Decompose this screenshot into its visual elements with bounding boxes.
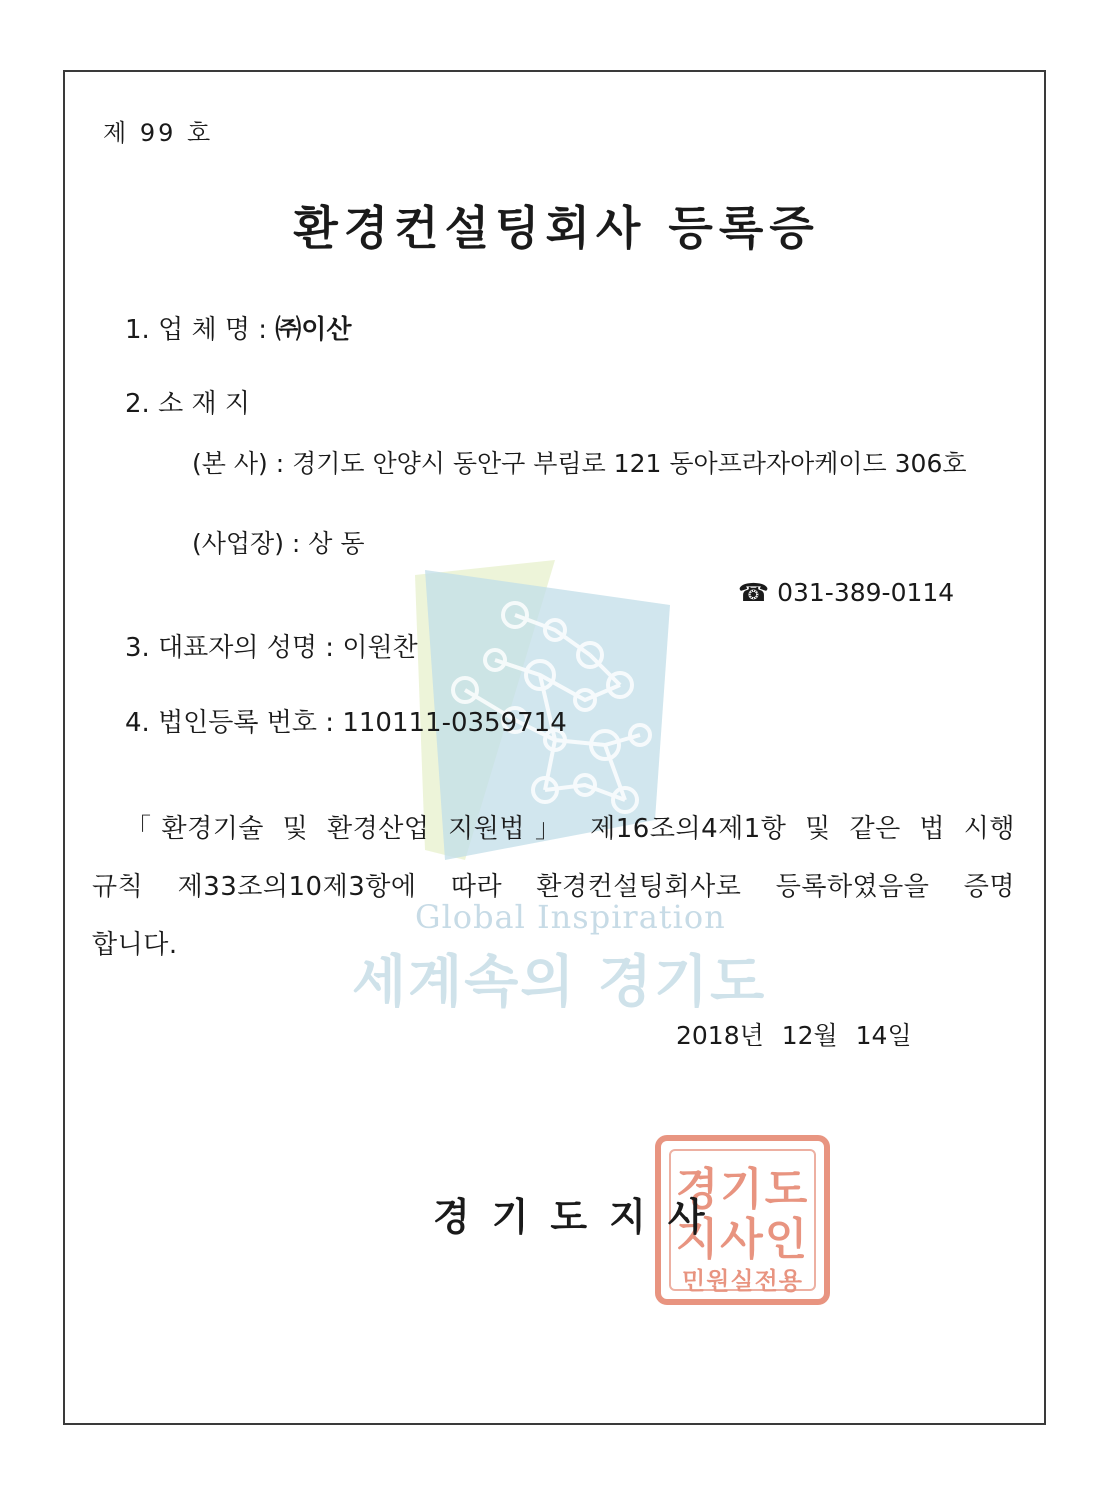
issuer-name: 경기도지사: [433, 1194, 727, 1239]
company-name-value: ㈜이산: [275, 315, 352, 345]
representative-label: 3. 대표자의 성명 :: [125, 633, 335, 663]
head-office-row: [192, 444, 967, 480]
watermark-korean: 세계속의 경기도: [352, 950, 767, 1015]
representative-row: [125, 627, 418, 664]
telephone-icon: ☎: [738, 578, 770, 607]
workplace-label: (사업장) :: [192, 529, 301, 558]
statement-line-1: 「환경기술 및 환경산업 지원법」 제16조의4제1항 및 같은 법 시행: [125, 814, 1015, 844]
phone-value: 031-389-0114: [777, 578, 955, 607]
company-name-label: 1. 업 체 명 :: [125, 315, 267, 345]
phone-row: [738, 578, 954, 607]
statement-line-3: 합니다.: [92, 930, 178, 960]
corp-reg-label: 4. 법인등록 번호 :: [125, 708, 335, 738]
issue-date: 2018년 12월 14일: [676, 1021, 912, 1050]
corp-reg-row: [125, 702, 567, 739]
statement-line-2: 규칙 제33조의10제3항에 따라 환경컨설팅회사로 등록하였음을 증명: [92, 872, 1015, 902]
representative-value: 이원찬: [342, 633, 418, 663]
certificate-number: 제 99 호: [103, 119, 214, 147]
seal-line-3: 민원실전용: [682, 1267, 803, 1295]
workplace-value: 상 동: [308, 529, 365, 558]
seal-line-1: 경기도: [675, 1164, 810, 1215]
workplace-row: [192, 524, 365, 560]
address-label: 2. 소 재 지: [125, 389, 250, 419]
company-name-row: [125, 309, 351, 346]
head-office-label: (본 사) :: [192, 449, 285, 478]
watermark-english: Global Inspiration: [415, 898, 726, 936]
seal-line-2: 지사인: [675, 1214, 810, 1265]
head-office-value: 경기도 안양시 동안구 부림로 121 동아프라자아케이드 306호: [292, 449, 967, 478]
corp-reg-value: 110111-0359714: [342, 708, 567, 738]
document-title: 환경컨설팅회사 등록증: [293, 201, 820, 255]
